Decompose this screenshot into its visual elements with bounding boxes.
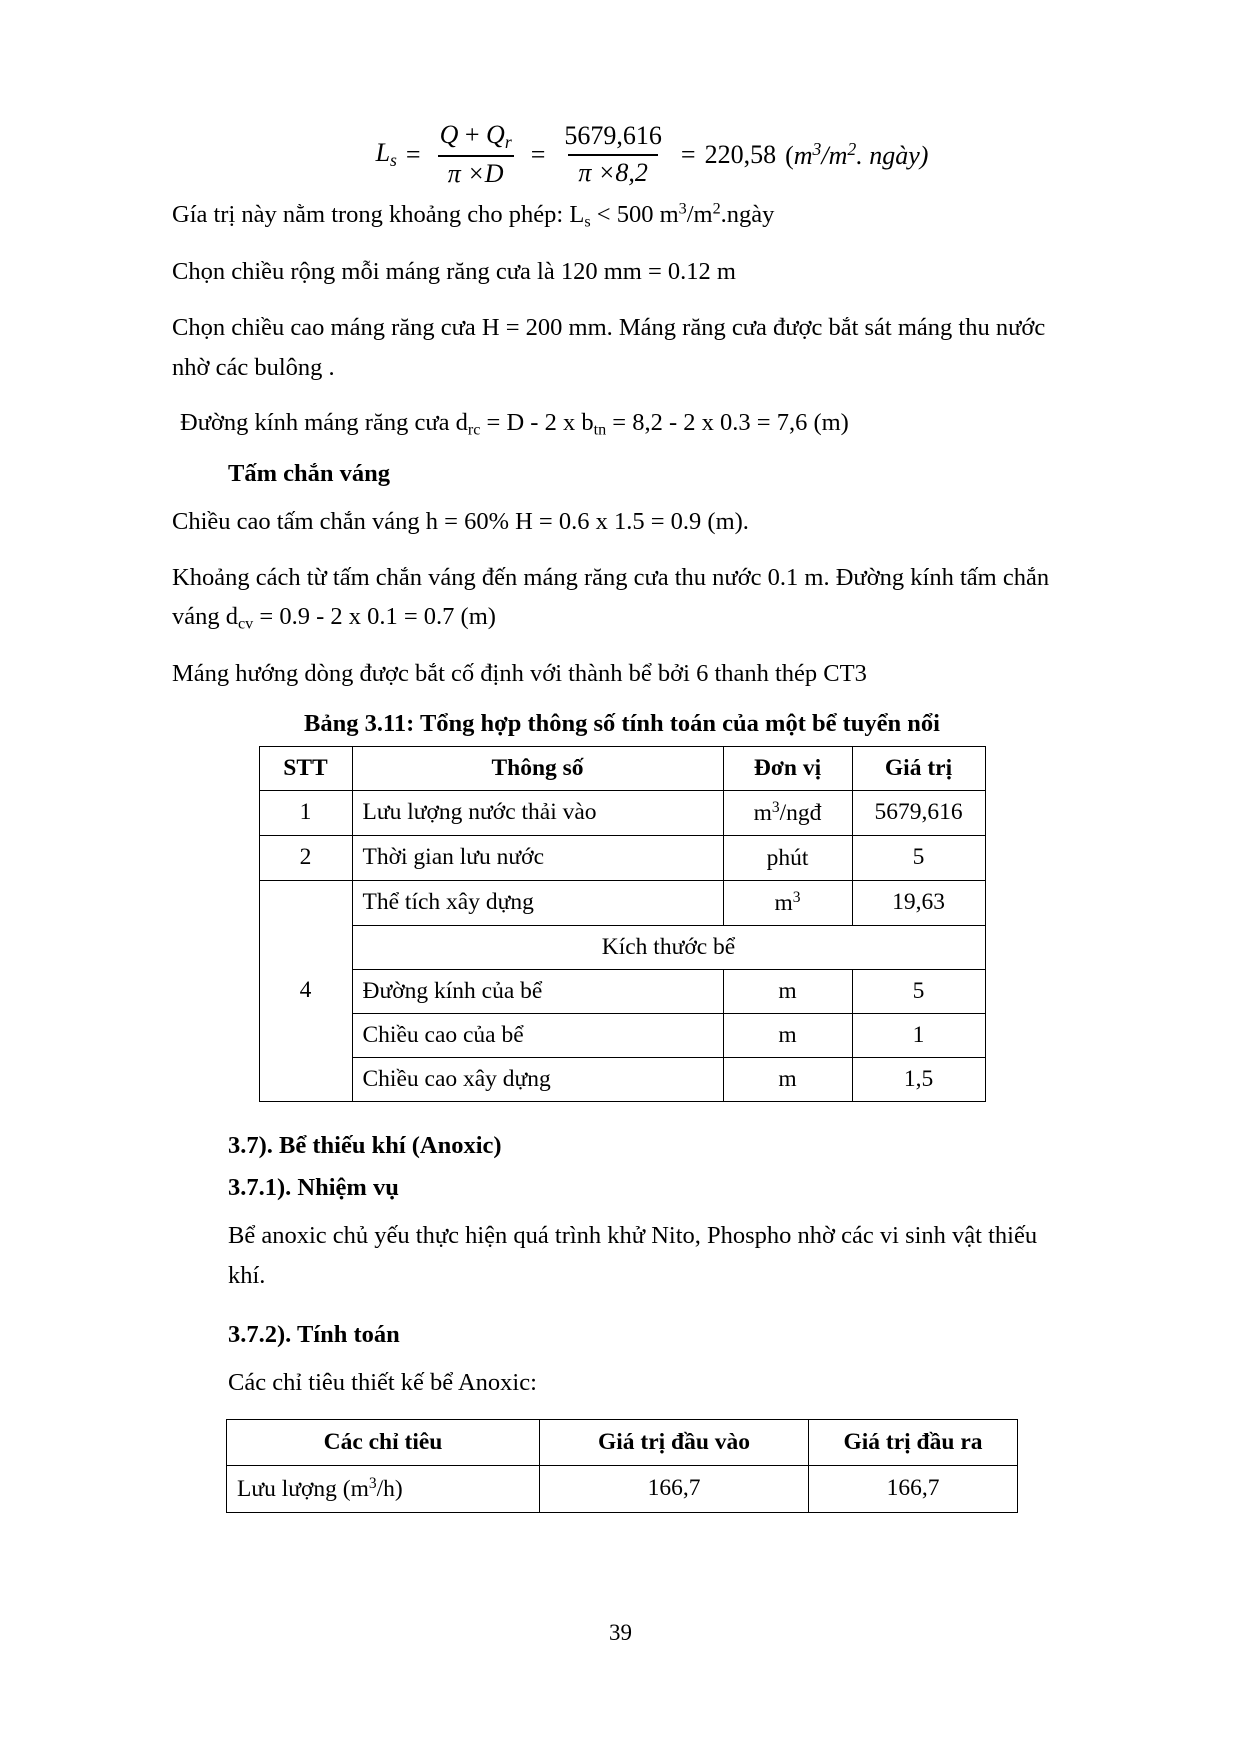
cell-param: Lưu lượng nước thải vào — [352, 790, 723, 835]
cell-input: 166,7 — [540, 1465, 809, 1512]
table-row — [259, 835, 985, 880]
cell-unit: phút — [723, 835, 852, 880]
fraction-2-denominator: π ×8,2 — [568, 154, 658, 189]
section-heading-37: 3.7). Bể thiếu khí (Anoxic) — [228, 1131, 502, 1159]
formula-lhs: $L_s$ — [375, 138, 397, 171]
formula-equals-2: = — [530, 139, 546, 169]
cell-unit: m — [723, 1057, 852, 1101]
header-param: Thông số — [352, 746, 723, 790]
cell-value: 1 — [852, 1013, 985, 1057]
cell-param: Chiều cao của bể — [352, 1013, 723, 1057]
header-value: Giá trị — [852, 746, 985, 790]
formula-equals-1: = — [405, 139, 421, 169]
fraction-1-denominator: π ×D — [438, 155, 514, 190]
formula-equals-3: = — [680, 139, 696, 169]
fraction-1-numerator: $Q + Q_r$ — [439, 120, 512, 152]
formula-result: 220,58 — [704, 139, 777, 169]
fraction-2-numerator: 5679,616 — [564, 121, 662, 151]
table-row — [259, 969, 985, 1013]
heading-tam-chan-vang: Tấm chắn váng — [228, 459, 391, 487]
cell-unit: m — [723, 969, 852, 1013]
cell-criteria: Lưu lượng $(m^3/h)$ — [227, 1465, 540, 1512]
cell-output: 166,7 — [809, 1465, 1018, 1512]
paragraph-trough-width: Chọn chiều rộng mỗi máng răng cưa là 120 mm = 0.12 m — [172, 258, 736, 286]
section-heading-371: 3.7.1). Nhiệm vụ — [228, 1173, 399, 1201]
paragraph-flow-guide: Máng hướng dòng được bắt cố định với thành bể bởi 6 thanh thép CT3 — [172, 660, 867, 688]
cell-param: Thể tích xây dựng — [352, 880, 723, 925]
cell-value: 5 — [852, 835, 985, 880]
page-number: 39 — [609, 1620, 632, 1645]
paragraph-trough-diameter: Đường kính máng răng cưa $d_{rc} = D - 2$ x $b_{tn} = 8,2 - 2$ x 0.3 = 7,6 (m) — [180, 409, 849, 439]
paragraph-baffle-distance: Khoảng cách từ tấm chắn váng đến máng răng cưa thu nước 0.1 m. Đường kính tấm chắn váng $d_{cv} = 0.9 - 2$ x 0.1 = 0.7 (m) — [172, 563, 1050, 633]
table-row — [259, 880, 985, 925]
cell-param: Đường kính của bể — [352, 969, 723, 1013]
table-row — [259, 790, 985, 835]
table-row — [227, 1465, 1018, 1512]
formula-ls — [172, 120, 1072, 189]
table-row — [259, 1013, 985, 1057]
cell-stt: 2 — [259, 835, 352, 880]
paragraph-baffle-height: Chiều cao tấm chắn váng h = 60% H = 0.6 x 1.5 = 0.9 (m). — [172, 507, 749, 535]
cell-unit: $m^3$ — [723, 880, 852, 925]
table-row-subheader — [259, 925, 985, 969]
cell-subheader: Kích thước bể — [352, 925, 985, 969]
cell-value: 5679,616 — [852, 790, 985, 835]
paragraph-anoxic-purpose: Bể anoxic chủ yếu thực hiện quá trình khử Nito, Phospho nhờ các vi sinh vật thiếu khí. — [228, 1221, 1038, 1289]
formula-fraction-1 — [430, 120, 522, 189]
cell-value: 5 — [852, 969, 985, 1013]
paragraph-anoxic-criteria: Các chỉ tiêu thiết kế bể Anoxic: — [228, 1369, 537, 1397]
header-output: Giá trị đầu ra — [809, 1419, 1018, 1465]
table-row — [259, 1057, 985, 1101]
table-row-header — [259, 746, 985, 790]
header-input: Giá trị đầu vào — [540, 1419, 809, 1465]
table-311-caption: Bảng 3.11: Tổng hợp thông số tính toán của một bể tuyển nổi — [304, 709, 940, 737]
cell-unit: m — [723, 1013, 852, 1057]
table-311 — [259, 746, 986, 1102]
paragraph-allowed-range-text: Gía trị này nằm trong khoảng cho phép: L — [172, 201, 585, 229]
header-unit: Đơn vị — [723, 746, 852, 790]
formula-fraction-2 — [554, 121, 672, 188]
section-heading-372: 3.7.2). Tính toán — [228, 1321, 400, 1349]
table-row-header — [227, 1419, 1018, 1465]
paragraph-trough-height: Chọn chiều cao máng răng cưa H = 200 mm. Máng răng cưa được bắt sát máng thu nước nhờ các bulông . — [172, 313, 1046, 381]
cell-stt-merged: 4 — [259, 880, 352, 1101]
page-content — [172, 120, 1072, 1513]
cell-param: Chiều cao xây dựng — [352, 1057, 723, 1101]
formula-unit: ($m^3/m^2$. ngày) — [785, 138, 929, 170]
cell-param: Thời gian lưu nước — [352, 835, 723, 880]
cell-value: 1,5 — [852, 1057, 985, 1101]
cell-value: 19,63 — [852, 880, 985, 925]
cell-stt: 1 — [259, 790, 352, 835]
header-criteria: Các chỉ tiêu — [227, 1419, 540, 1465]
header-stt: STT — [259, 746, 352, 790]
table-anoxic — [226, 1419, 1018, 1513]
paragraph-allowed-range: Gía trị này nằm trong khoảng cho phép: $L_s < 500$ $m^3/m^2.ngày$ — [172, 201, 775, 231]
cell-unit: $m^3$/ngđ — [723, 790, 852, 835]
